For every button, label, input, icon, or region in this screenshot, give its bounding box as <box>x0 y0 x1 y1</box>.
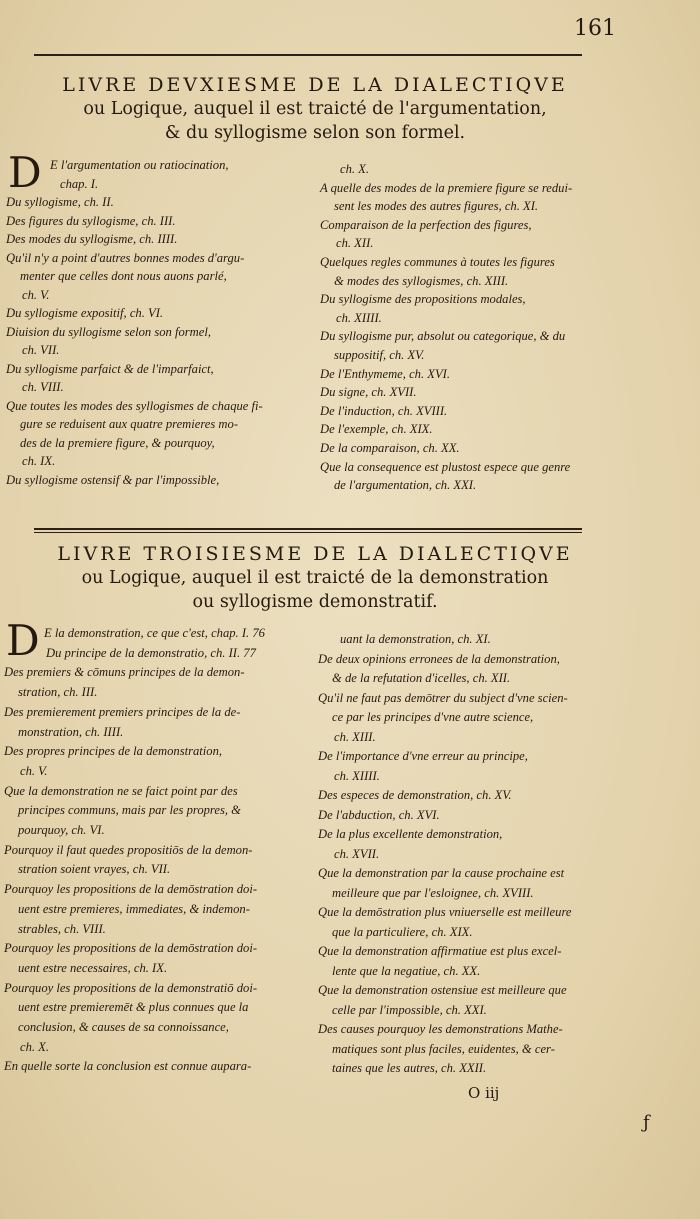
toc-entry: ch. X. <box>340 162 370 176</box>
section1-dropcap: D <box>8 148 42 197</box>
toc-entry: ch. V. <box>22 287 50 302</box>
toc-entry: Qu'il ne faut pas demōtrer du subject d'vne scien- <box>318 690 568 705</box>
toc-entry: E la demonstration, ce que c'est, chap. I. 76 <box>44 626 265 640</box>
toc-entry: Comparaison de la perfection des figures, <box>320 217 532 232</box>
toc-entry: ce par les principes d'vne autre science, <box>332 710 534 724</box>
toc-entry: En quelle sorte la conclusion est connue aupara- <box>4 1059 252 1074</box>
toc-entry: ch. XII. <box>336 236 374 251</box>
toc-entry: Des modes du syllogisme, ch. IIII. <box>6 232 178 246</box>
toc-entry: stration, ch. III. <box>18 685 98 700</box>
toc-entry: que la particuliere, ch. XIX. <box>332 924 473 939</box>
toc-entry: stration soient vrayes, ch. VII. <box>18 862 171 877</box>
toc-entry: Des figures du syllogisme, ch. III. <box>6 213 176 228</box>
toc-entry: de l'argumentation, ch. XXI. <box>334 478 477 493</box>
toc-entry: Que la demonstration ne se faict point par des <box>4 783 238 798</box>
toc-entry: Que la demōstration plus vniuerselle est meilleure <box>318 905 572 919</box>
section2-title-line2: ou Logique, auquel il est traicté de la demonstration <box>81 568 549 588</box>
toc-entry: Pourquoy il faut quedes propositiōs de la demon- <box>4 842 253 857</box>
toc-entry: De l'importance d'vne erreur au principe, <box>318 749 528 763</box>
toc-entry: Diuision du syllogisme selon son formel, <box>6 324 211 339</box>
toc-entry: Du syllogisme, ch. II. <box>6 195 114 209</box>
toc-entry: & modes des syllogismes, ch. XIII. <box>334 273 509 288</box>
toc-entry: A quelle des modes de la premiere figure se redui- <box>320 180 573 195</box>
toc-entry: gure se reduisent aux quatre premieres mo- <box>20 417 239 431</box>
toc-entry: Que la demonstration affirmatiue est plus excel- <box>318 944 562 958</box>
section1-title-line2: ou Logique, auquel il est traicté de l'argumentation, <box>83 99 547 119</box>
toc-entry: ch. XIII. <box>334 729 376 744</box>
toc-entry: Que la consequence est plustost espece que genre <box>320 459 571 474</box>
toc-entry: celle par l'impossible, ch. XXI. <box>332 1002 487 1017</box>
section2-title-line1: LIVRE TROISIESME DE LA DIALECTIQVE <box>57 543 573 565</box>
toc-entry: Du syllogisme ostensif & par l'impossible, <box>6 472 220 487</box>
toc-entry: uant la demonstration, ch. XI. <box>340 632 491 646</box>
toc-entry: De l'Enthymeme, ch. XVI. <box>320 366 450 381</box>
toc-entry: & de la refutation d'icelles, ch. XII. <box>332 671 511 685</box>
toc-entry: strables, ch. VIII. <box>18 921 106 936</box>
toc-entry: ch. XIIII. <box>334 768 380 783</box>
toc-entry: ch. XVII. <box>334 846 380 861</box>
toc-entry: Des causes pourquoy les demonstrations Mathe- <box>318 1022 563 1036</box>
toc-entry: Du principe de la demonstratio, ch. II. 77 <box>46 645 256 660</box>
toc-entry: matiques sont plus faciles, euidentes, & cer- <box>332 1041 555 1056</box>
toc-entry: Du syllogisme des propositions modales, <box>320 292 526 307</box>
toc-entry: Du signe, ch. XVII. <box>320 385 417 400</box>
toc-entry: Pourquoy les propositions de la demonstratiō doi- <box>4 980 258 995</box>
section-divider-rule-thin <box>34 532 582 533</box>
toc-entry: Pourquoy les propositions de la demōstration doi- <box>4 941 258 956</box>
toc-entry: ch. IX. <box>22 454 56 468</box>
toc-entry: des de la premiere figure, & pourquoy, <box>20 435 215 450</box>
section-divider-rule <box>34 528 582 530</box>
toc-entry: ch. X. <box>20 1039 50 1054</box>
section1-title <box>20 73 610 145</box>
toc-entry: Que la demonstration par la cause prochaine est <box>318 866 565 880</box>
toc-entry: De la comparaison, ch. XX. <box>320 441 460 455</box>
toc-entry: Des premiers & cōmuns principes de la demon- <box>4 665 245 680</box>
toc-entry: sent les modes des autres figures, ch. XI. <box>334 199 539 214</box>
toc-entry: Qu'il n'y a point d'autres bonnes modes d'argu- <box>6 250 245 265</box>
section1-title-line3: & du syllogisme selon son formel. <box>164 123 466 143</box>
toc-entry: lente que la negatiue, ch. XX. <box>332 963 481 978</box>
toc-entry: Du syllogisme pur, absolut ou categorique, & du <box>320 329 566 344</box>
section2-title <box>20 542 610 614</box>
toc-entry: E l'argumentation ou ratiocination, <box>50 158 229 172</box>
toc-entry: Que la demonstration ostensiue est meilleure que <box>318 983 567 997</box>
section2-title-line3: ou syllogisme demonstratif. <box>192 592 438 612</box>
toc-entry: uent estre premieremēt & plus connues que la <box>18 1000 249 1015</box>
toc-entry: meilleure que par l'esloignee, ch. XVIII. <box>332 885 534 900</box>
toc-entry: menter que celles dont nous auons parlé, <box>20 269 227 283</box>
toc-entry: conclusion, & causes de sa connoissance, <box>18 1020 229 1034</box>
toc-entry: Des especes de demonstration, ch. XV. <box>318 788 512 802</box>
page-number: 161 <box>574 16 616 41</box>
toc-entry: Que toutes les modes des syllogismes de chaque fi- <box>6 398 263 413</box>
toc-entry: ch. VIII. <box>22 380 64 394</box>
toc-entry: De deux opinions erronees de la demonstration, <box>318 651 560 666</box>
toc-entry: chap. I. <box>60 176 99 191</box>
toc-entry: De la plus excellente demonstration, <box>318 827 503 841</box>
toc-entry: Du syllogisme parfaict & de l'imparfaict, <box>6 361 214 376</box>
margin-mark: ƒ <box>643 1112 650 1133</box>
section1-title-line1: LIVRE DEVXIESME DE LA DIALECTIQVE <box>62 74 568 96</box>
toc-entry: ch. VII. <box>22 343 60 357</box>
section2-dropcap: D <box>6 616 40 665</box>
toc-entry: monstration, ch. IIII. <box>18 724 124 739</box>
toc-entry: taines que les autres, ch. XXII. <box>332 1061 487 1075</box>
toc-entry: ch. XIIII. <box>336 310 382 325</box>
toc-entry: suppositif, ch. XV. <box>334 348 425 362</box>
toc-entry: principes communs, mais par les propres, & <box>18 803 241 818</box>
toc-entry: Quelques regles communes à toutes les figures <box>320 255 555 269</box>
toc-entry: Pourquoy les propositions de la demōstration doi- <box>4 882 258 897</box>
toc-entry: De l'exemple, ch. XIX. <box>320 422 433 437</box>
toc-entry: ch. V. <box>20 763 48 778</box>
header-rule <box>34 54 582 56</box>
toc-entry: uent estre premieres, immediates, & indemon- <box>18 901 250 916</box>
signature-mark: O iij <box>468 1084 500 1102</box>
toc-entry: pourquoy, ch. VI. <box>18 823 105 837</box>
toc-entry: Des propres principes de la demonstration, <box>4 744 223 759</box>
toc-entry: De l'induction, ch. XVIII. <box>320 403 448 418</box>
toc-entry: uent estre necessaires, ch. IX. <box>18 960 168 975</box>
toc-entry: Du syllogisme expositif, ch. VI. <box>6 306 164 320</box>
toc-entry: De l'abduction, ch. XVI. <box>318 807 440 822</box>
toc-entry: Des premierement premiers principes de la de- <box>4 704 241 719</box>
